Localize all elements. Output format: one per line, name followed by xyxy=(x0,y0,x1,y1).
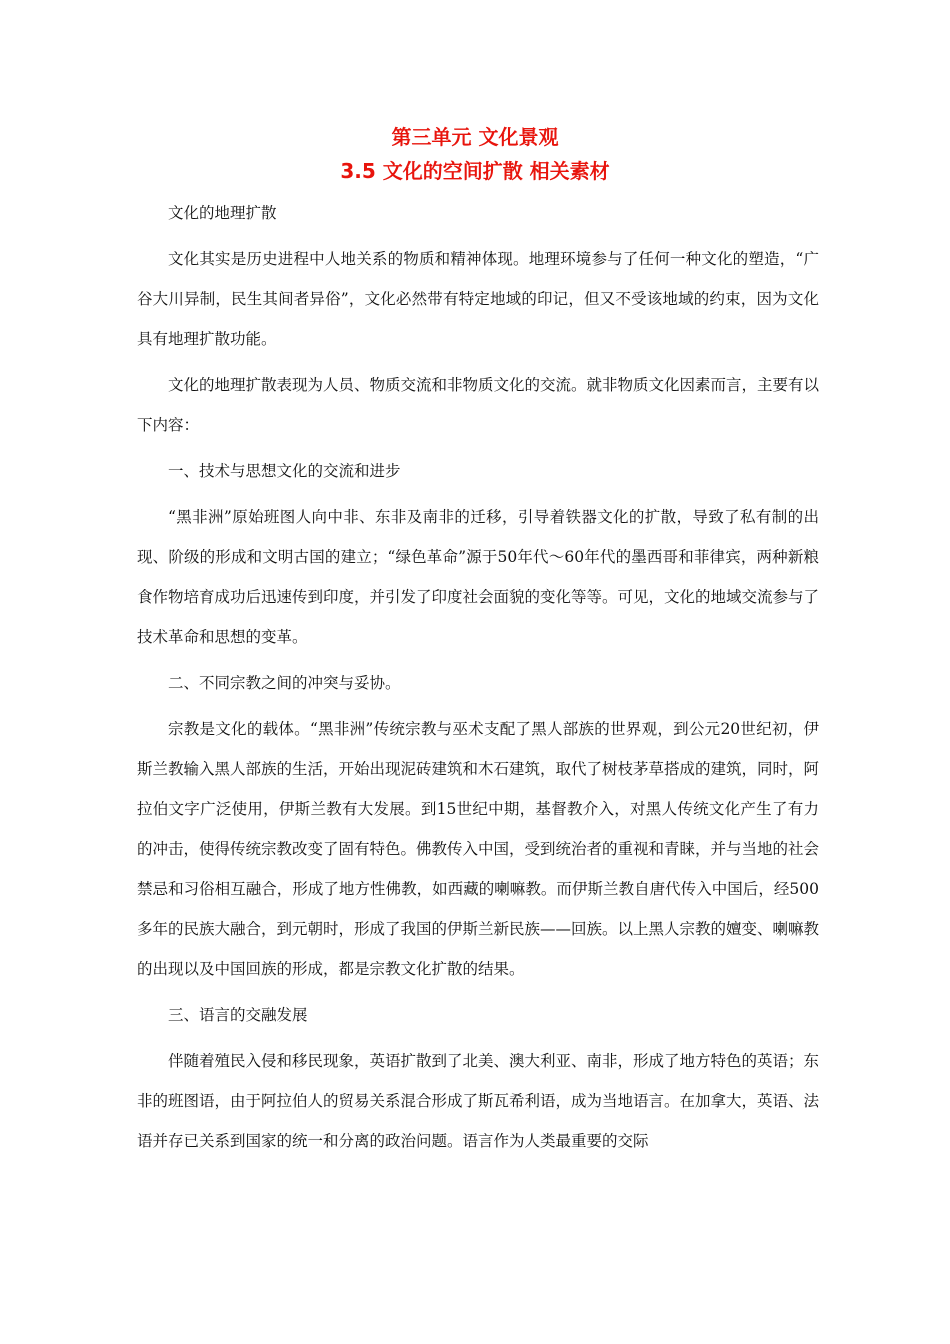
paragraph-language: 伴随着殖民入侵和移民现象，英语扩散到了北美、澳大利亚、南非，形成了地方特色的英语；东非的班图语，由于阿拉伯人的贸易关系混合形成了斯瓦希利语，成为当地语言。在加拿大，英语、法语并存已关系到国家的统一和分离的政治问题。语言作为人类最重要的交际 xyxy=(137,1052,820,1150)
paragraph-diffusion-forms: 文化的地理扩散表现为人员、物质交流和非物质文化的交流。就非物质文化因素而言，主要有以下内容： xyxy=(137,376,820,434)
document-body xyxy=(137,193,819,1161)
lesson-title: 3.5 文化的空间扩散 相关素材 xyxy=(340,159,610,183)
title-block xyxy=(0,120,950,188)
paragraph-technology: “黑非洲”原始班图人向中非、东非及南非的迁移，引导着铁器文化的扩散，导致了私有制的出现、阶级的形成和文明古国的建立；“绿色革命”源于50年代～60年代的墨西哥和菲律宾，两种新粮食作物培育成功后迅速传到印度，并引发了印度社会面貌的变化等等。可见，文化的地域交流参与了技术革命和思想的变革。 xyxy=(137,508,820,646)
section-heading-religion: 二、不同宗教之间的冲突与妥协。 xyxy=(168,674,401,692)
section-heading-geographic-diffusion: 文化的地理扩散 xyxy=(168,204,277,222)
paragraph-intro: 文化其实是历史进程中人地关系的物质和精神体现。地理环境参与了任何一种文化的塑造，“广谷大川异制，民生其间者异俗”，文化必然带有特定地域的印记，但又不受该地域的约束，因为文化具有地理扩散功能。 xyxy=(137,250,819,348)
section-heading-language: 三、语言的交融发展 xyxy=(168,1006,308,1024)
unit-title: 第三单元 文化景观 xyxy=(391,125,559,149)
section-heading-technology: 一、技术与思想文化的交流和进步 xyxy=(168,462,401,480)
paragraph-religion: 宗教是文化的载体。“黑非洲”传统宗教与巫术支配了黑人部族的世界观，到公元20世纪初，伊斯兰教输入黑人部族的生活，开始出现泥砖建筑和木石建筑，取代了树枝茅草搭成的建筑，同时，阿拉伯文字广泛使用，伊斯兰教有大发展。到15世纪中期，基督教介入，对黑人传统文化产生了有力的冲击，使得传统宗教改变了固有特色。佛教传入中国，受到统治者的重视和青睐，并与当地的社会禁忌和习俗相互融合，形成了地方性佛教，如西藏的喇嘛教。而伊斯兰教自唐代传入中国后，经500多年的民族大融合，到元朝时，形成了我国的伊斯兰新民族——回族。以上黑人宗教的嬗变、喇嘛教的出现以及中国回族的形成，都是宗教文化扩散的结果。 xyxy=(137,720,820,978)
